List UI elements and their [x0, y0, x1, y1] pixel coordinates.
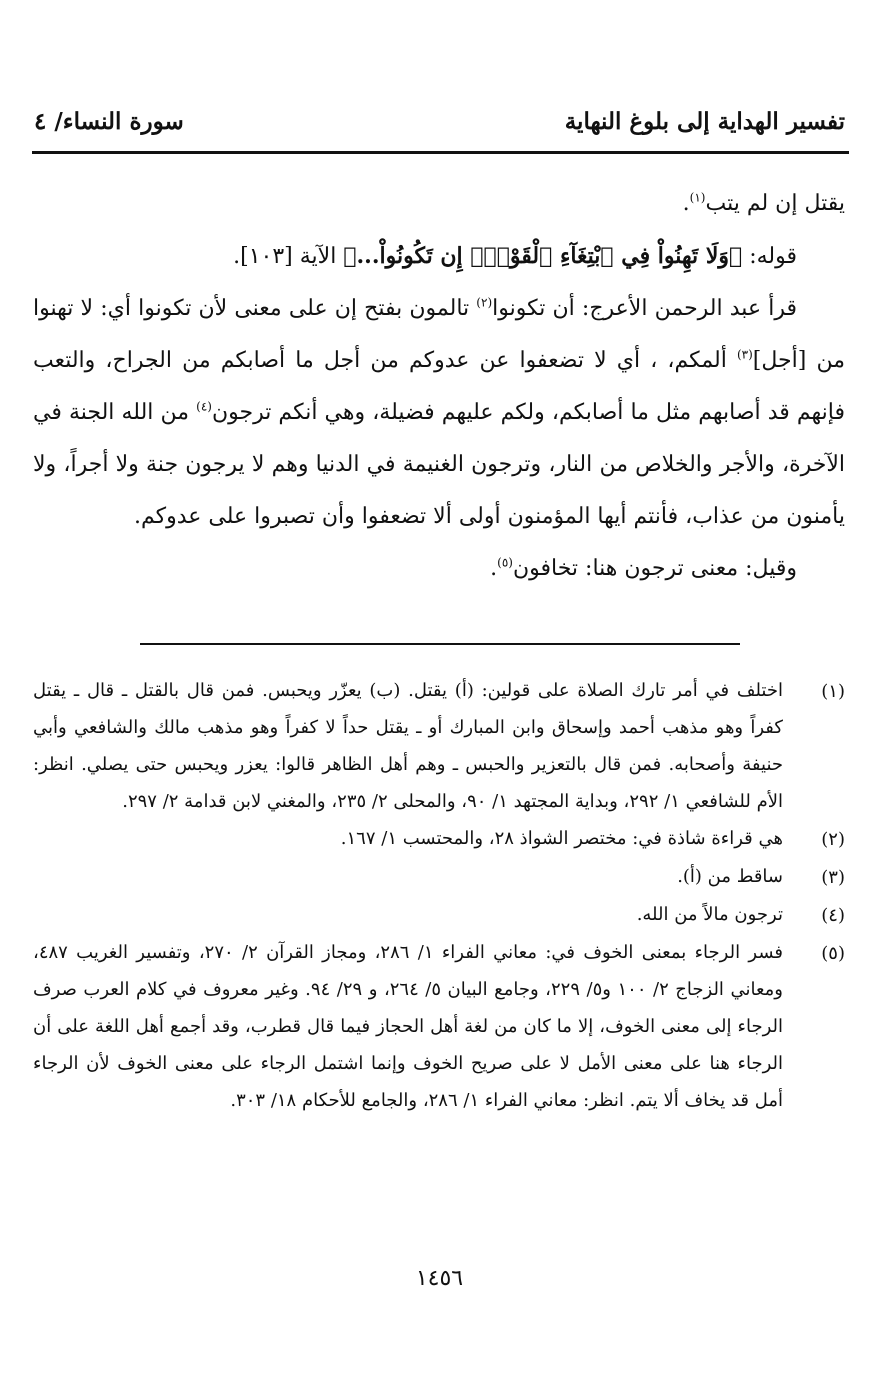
- sura-label: سورة النساء/ ٤: [34, 108, 184, 135]
- page-number: ١٤٥٦: [415, 1266, 464, 1291]
- text-line-1: يقتل إن لم يتب$^{(١)}$.: [682, 190, 845, 216]
- footnote-ref-2: (٢): [476, 295, 493, 310]
- footnote-4: [33, 896, 845, 934]
- paragraph-2: وقيل: معنى ترجون هنا: تخافون$^{(٥)}$.: [490, 555, 797, 581]
- footnote-ref-3: (٣): [736, 347, 753, 362]
- footnote-text: فسر الرجاء بمعنى الخوف في: معاني الفراء ١/ ٢٨٦، ومجاز القرآن ٢/ ٢٧٠، وتفسير الغريب ٤٨٧، ومعاني الزجاج ٢/ ١٠٠ و٥/ ٢٢٩، وجامع البيان ٥/ ٢٦٤، و ٢٩/ ٩٤. وغير معروف في كلام العرب صرف الرجاء إلى معنى الخوف، إلا ما كان من لغة أهل الحجاز فيما قال قطرب، وقد أجمع أهل اللغة على أن الرجاء هنا على معنى الأمل لا على صريح الخوف وإنما اشتمل الرجاء على معنى الخوف لأن الرجاء أمل قد يخاف ألا يتم. انظر: معاني الفراء ١/ ٢٨٦، والجامع للأحكام ١٨/ ٣٠٣.: [33, 942, 783, 1111]
- quran-verse: ﴿وَلَا تَهِنُواْ فِي ٱبْتِغَآءِ ٱلْقَوْمِۖ إِن تَكُونُواْ...﴾: [343, 243, 743, 269]
- book-title: تفسير الهداية إلى بلوغ النهاية: [564, 108, 845, 135]
- main-text: [33, 178, 845, 595]
- footnote-number: (٣): [821, 867, 845, 888]
- footnote-number: (٤): [821, 905, 845, 926]
- paragraph-1: قرأ عبد الرحمن الأعرج: أن تكونوا$^{(٢)}$ تالمون بفتح إن على معنى لأن تكونوا أي: لا تهنوا من [أجل]$^{(٣)}$ ألمكم، ، أي لا تضعفوا عن عدوكم من أجل ما أصابكم من الجراح، والتعب فإنهم قد أصابهم مثل ما أصابكم، ولكم عليهم فضيلة، وهي أنكم ترجون$^{(٤)}$ من الله الجنة في الآخرة، والأجر والخلاص من النار، وترجون الغنيمة في الدنيا وهم لا يرجون جنة ولا أجراً، ولا يأمنون من عذاب، فأنتم أيها المؤمنون أولى ألا تضعفوا وأن تصبروا على عدوكم.: [33, 295, 846, 529]
- footnote-1: [33, 672, 845, 820]
- footnotes: [33, 672, 845, 1119]
- verse-line: قوله: ﴿وَلَا تَهِنُواْ فِي ٱبْتِغَآءِ ٱلْقَوْمِۖ إِن تَكُونُواْ...﴾ الآية [١٠٣].: [233, 243, 797, 269]
- footnote-2: [33, 820, 845, 858]
- verse-reference: الآية [١٠٣].: [233, 244, 344, 269]
- footnote-ref-5: (٥): [497, 555, 513, 570]
- footnote-3: [33, 858, 845, 896]
- footnote-number: (١): [821, 681, 845, 702]
- header-divider: [32, 151, 849, 154]
- footnote-ref-1: (١): [689, 190, 706, 205]
- footnote-text: ساقط من (أ).: [677, 866, 783, 887]
- footnote-number: (٢): [821, 829, 845, 850]
- footnote-divider: [140, 643, 740, 645]
- footnote-number: (٥): [821, 943, 845, 964]
- footnote-text: اختلف في أمر تارك الصلاة على قولين: (أ) يقتل. (ب) يعزّر ويحبس. فمن قال بالقتل ـ قال ـ يقتل كفراً وهو مذهب أحمد وإسحاق وابن المبارك أو ـ يقتل حداً لا كفراً وهو مذهب مالك والشافعي وأبي حنيفة وأصحابه. فمن قال بالتعزير والحبس ـ وهم أهل الظاهر قالوا: يعزر ويحبس حتى يصلي. انظر: الأم للشافعي ١/ ٢٩٢، وبداية المجتهد ١/ ٩٠، والمحلى ٢/ ٢٣٥، والمغني لابن قدامة ٢/ ٢٩٧.: [33, 680, 783, 812]
- footnote-text: هي قراءة شاذة في: مختصر الشواذ ٢٨، والمحتسب ١/ ١٦٧.: [340, 828, 783, 849]
- footnote-5: [33, 934, 845, 1119]
- footnote-ref-4: (٤): [196, 399, 212, 414]
- running-header: [34, 108, 845, 148]
- footnote-text: ترجون مالاً من الله.: [636, 904, 783, 925]
